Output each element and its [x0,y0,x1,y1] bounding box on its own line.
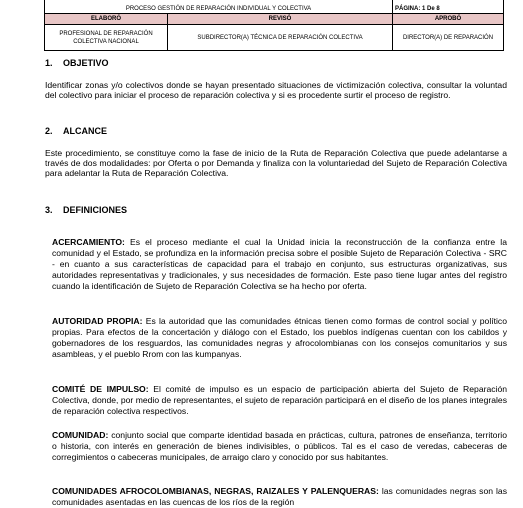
definition-comunidades-afro [52,486,507,508]
section-heading: 1. OBJETIVO [45,58,109,68]
section-text: Este procedimiento, se constituye como la fase de inicio de la Ruta de Reparación Colectiva que puede adelantarse a través de dos modalidades: por Oferta o por Demanda y finaliza con la voluntariedad del Sujeto de Reparación Colectiva para adelantar la Ruta de Reparación Colectiva. [45,148,507,178]
header-aprobo: APROBÓ [393,14,504,25]
definition-term: ACERCAMIENTO: [52,237,125,247]
value-aprobo: DIRECTOR(A) DE REPARACIÓN [393,25,504,51]
process-title: PROCESO GESTIÓN DE REPARACIÓN INDIVIDUAL Y COLECTIVA [45,0,393,14]
header-reviso: REVISÓ [168,14,393,25]
definition-text: El comité de impulso es un espacio de participación abierta del Sujeto de Reparación Colectiva, donde, por medio de representantes, el sujeto de reparación participará en el diseño de los planes integrales de reparación colectiva respectivos. [52,384,508,416]
definition-term: COMUNIDADES AFROCOLOMBIANAS, NEGRAS, RAIZALES Y PALENQUERAS: [52,486,379,496]
definition-comite-impulso [52,384,507,417]
section-heading: 3. DEFINICIONES [45,205,128,215]
section-definiciones [45,205,507,215]
definition-term: COMUNIDAD: [52,430,109,440]
section-text: Identificar zonas y/o colectivos donde se hayan presentado situaciones de victimización colectiva, consultar la voluntad del colectivo para iniciar el proceso de reparación colectiva y si es procedente surtir el proceso de registro. [45,80,507,100]
definition-term: AUTORIDAD PROPIA: [52,316,143,326]
definition-autoridad-propia [52,316,507,360]
value-elaboro: PROFESIONAL DE REPARACIÓN COLECTIVA NACIONAL [45,25,168,51]
definition-term: COMITÉ DE IMPULSO: [52,384,149,394]
section-objetivo [45,58,507,100]
definition-text: conjunto social que comparte identidad basada en prácticas, cultura, patrones de enseñanza, territorio o historia, con interés en generación de bienes indivisibles, o públicos. Tal es el caso de veredas, cabeceras de corregimientos o cabeceras municipales, de arraigo claro y conocido por sus habitantes. [52,430,507,462]
value-reviso: SUBDIRECTOR(A) TÉCNICA DE REPARACIÓN COLECTIVA [168,25,393,51]
header-elaboro: ELABORÓ [45,14,168,25]
section-alcance [45,126,507,178]
section-heading: 2. ALCANCE [45,126,107,136]
definition-text: Es la autoridad que las comunidades étnicas tienen como formas de control social y político propias. Para efectos de la concertación y diálogo con el Estado, los pueblos indígenas cuentan con los cabildos y gobernadores de los resguardos, las comunidades negras y afrocolombianas con los consejos comunitarios y sus asambleas, y el pueblo Rrom con las kumpanyas. [52,316,507,359]
definition-acercamiento [52,237,507,292]
definition-comunidad [52,430,507,463]
definition-text: Es el proceso mediante el cual la Unidad inicia la reconstrucción de la confianza entre la comunidad y el Estado, se profundiza en la información precisa sobre el posible Sujeto de Reparación Colectiva - SRC - en cuanto a sus características de capacidad para el trabajo en conjunto, sus estructuras organizativas, sus autoridades representativas y tradicionales, y sus necesidades de formación. Este paso tiene lugar antes del registro cuando la identificación de Sujeto de Reparación Colectiva se ha hecho por oferta. [52,237,507,291]
document-header-table [44,0,504,51]
page-number: PÁGINA: 1 De 8 [393,0,504,14]
definition-text: las comunidades negras son las comunidades asentadas en las cuencas de los ríos de la región [52,486,507,507]
